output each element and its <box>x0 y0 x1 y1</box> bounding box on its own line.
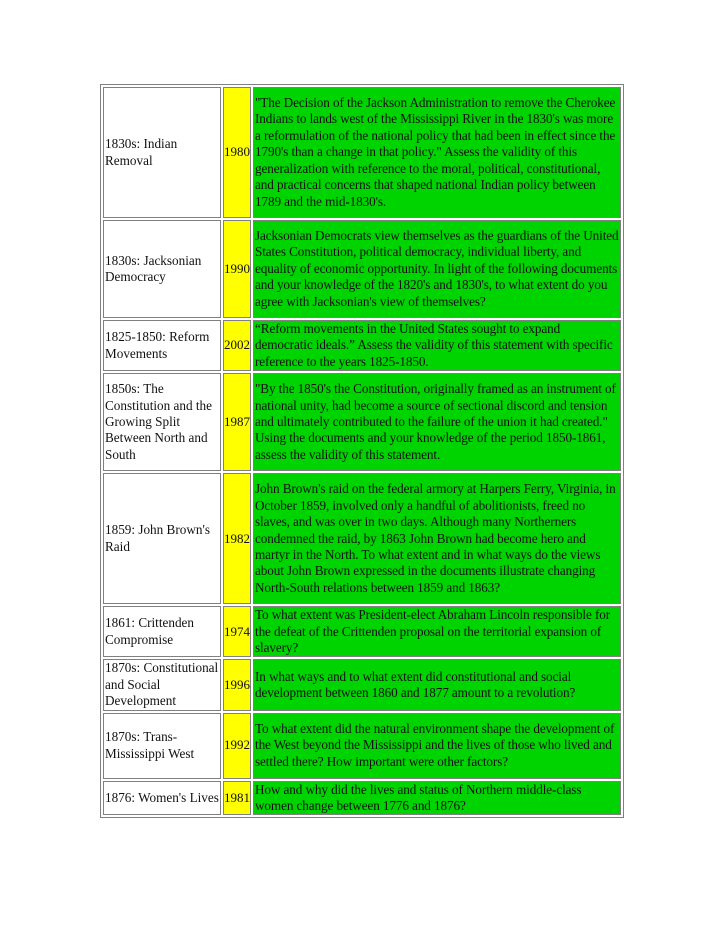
topic-label: 1876: Women's Lives <box>105 789 219 805</box>
question-cell <box>253 220 621 318</box>
table-row <box>103 320 621 371</box>
table-row <box>103 220 621 318</box>
year-cell <box>223 87 251 218</box>
topic-cell <box>103 713 221 779</box>
year-cell <box>223 781 251 816</box>
question-cell <box>253 781 621 816</box>
question-cell <box>253 373 621 471</box>
topic-label: 1859: John Brown's Raid <box>105 522 210 554</box>
table-row <box>103 373 621 471</box>
year-label: 1987 <box>224 414 250 430</box>
question-cell <box>253 320 621 371</box>
table-row <box>103 473 621 604</box>
topic-label: 1825-1850: Reform Movements <box>105 329 210 361</box>
year-label: 1981 <box>224 789 250 805</box>
topic-cell <box>103 781 221 816</box>
topic-cell <box>103 659 221 710</box>
topic-cell <box>103 87 221 218</box>
year-label: 1974 <box>224 623 250 639</box>
question-text: "The Decision of the Jackson Administration to remove the Cherokee Indians to lands west of the Mississippi River in the 1830's was more a reformulation of the national policy that had been in effect since the 1790's than a change in that policy." Assess the validity of this generalization with reference to the moral, political, constitutional, and practical concerns that shaped national Indian policy between 1789 and the mid-1830's. <box>255 95 616 209</box>
topic-label: 1861: Crittenden Compromise <box>105 615 195 647</box>
topic-label: 1830s: Jacksonian Democracy <box>105 252 202 284</box>
table-row <box>103 606 621 657</box>
question-text: John Brown's raid on the federal armory at Harpers Ferry, Virginia, in October 1859, involved only a handful of abolitionists, freed no slaves, and was over in two days. Although many Northerners condemned the raid, by 1863 John Brown had become hero and martyr in the North. To what extent and in what ways do the views about John Brown expressed in the documents illustrate changing North-South relations between 1859 and 1863? <box>255 481 616 595</box>
year-cell <box>223 220 251 318</box>
question-text: Jacksonian Democrats view themselves as the guardians of the United States Constitution, political democracy, individual liberty, and equality of economic opportunity. In light of the following documents and your knowledge of the 1820's and 1830's, to what extent do you agree with Jacksonian's view of themselves? <box>255 227 619 309</box>
question-text: To what extent was President-elect Abraham Lincoln responsible for the defeat of the Crittenden proposal on the territorial expansion of slavery? <box>255 607 611 656</box>
topic-cell <box>103 320 221 371</box>
question-text: How and why did the lives and status of Northern middle-class women change between 1776 and 1876? <box>255 781 582 814</box>
topic-label: 1870s: Constitutional and Social Development <box>105 660 219 709</box>
topic-label: 1830s: Indian Removal <box>105 136 178 168</box>
year-label: 1990 <box>224 260 250 276</box>
question-cell <box>253 713 621 779</box>
question-text: "By the 1850's the Constitution, originally framed as an instrument of national unity, had become a source of sectional discord and tension and ultimately contributed to the failure of the union it had created." Using the documents and your knowledge of the period 1850-1861, assess the validity of this statement. <box>255 381 616 462</box>
dbq-topics-table <box>100 84 624 818</box>
year-cell <box>223 373 251 471</box>
question-text: “Reform movements in the United States sought to expand democratic ideals.” Assess the validity of this statement with specific reference to the years 1825-1850. <box>255 321 613 369</box>
topic-cell <box>103 473 221 604</box>
topic-cell <box>103 606 221 657</box>
table-row <box>103 713 621 779</box>
table-row <box>103 87 621 218</box>
year-label: 1980 <box>224 144 250 160</box>
table-row <box>103 659 621 710</box>
year-label: 1992 <box>224 737 250 753</box>
question-cell <box>253 606 621 657</box>
year-cell <box>223 659 251 710</box>
year-cell <box>223 320 251 371</box>
topic-cell <box>103 373 221 471</box>
question-text: In what ways and to what extent did constitutional and social development between 1860 and 1877 amount to a revolution? <box>255 668 576 701</box>
question-cell <box>253 87 621 218</box>
year-cell <box>223 473 251 604</box>
year-cell <box>223 713 251 779</box>
question-text: To what extent did the natural environment shape the development of the West beyond the Mississippi and the lives of those who lived and settled there? How important were other factors? <box>255 721 615 769</box>
year-label: 1982 <box>224 530 250 546</box>
topic-cell <box>103 220 221 318</box>
year-label: 1996 <box>224 676 250 692</box>
topic-label: 1850s: The Constitution and the Growing Split Between North and South <box>105 381 212 462</box>
question-cell <box>253 473 621 604</box>
year-cell <box>223 606 251 657</box>
year-label: 2002 <box>224 337 250 353</box>
question-cell <box>253 659 621 710</box>
table-row <box>103 781 621 816</box>
topic-label: 1870s: Trans-Mississippi West <box>105 729 195 761</box>
